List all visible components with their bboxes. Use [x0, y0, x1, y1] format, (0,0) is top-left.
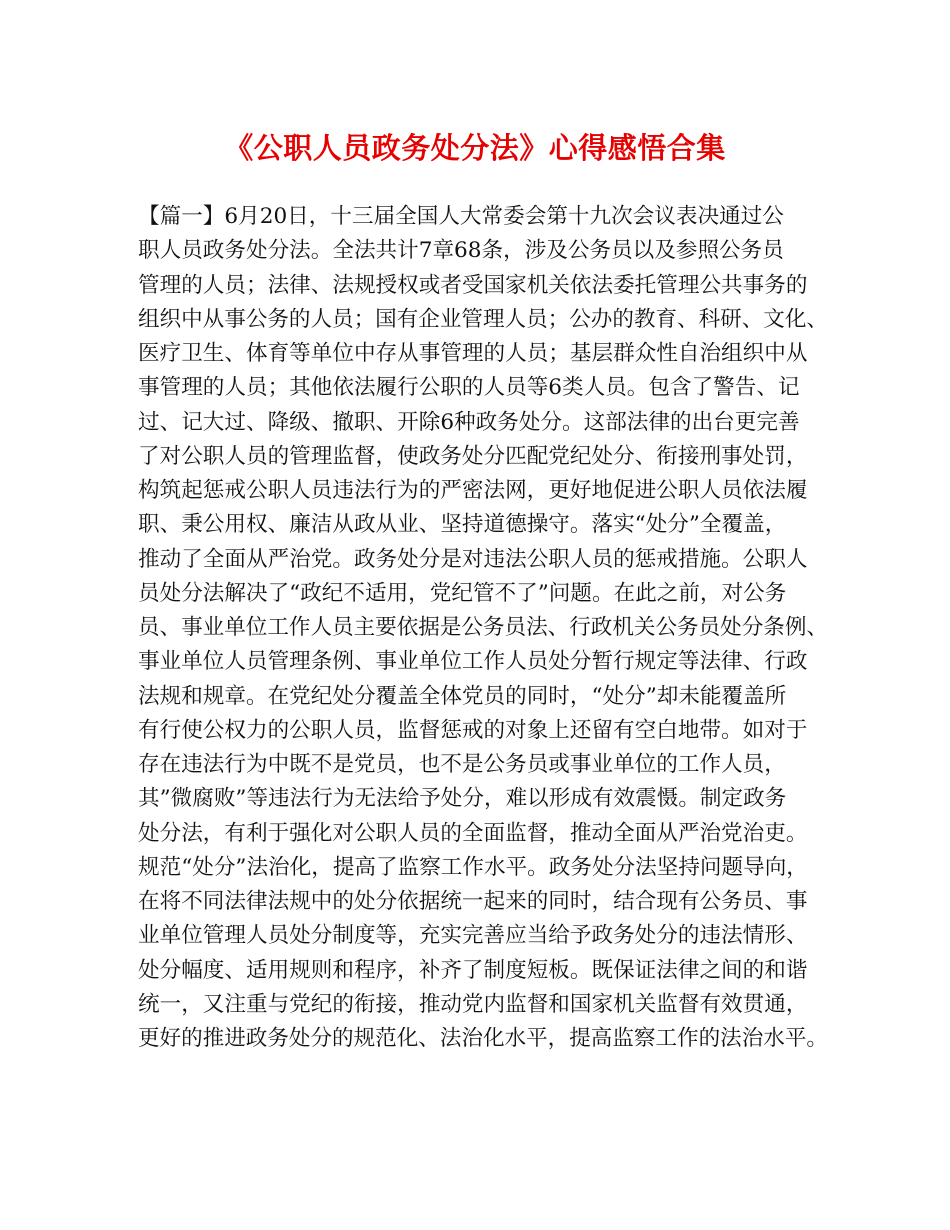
paragraph-line: 事业单位人员管理条例、事业单位工作人员处分暂行规定等法律、行政 — [138, 649, 808, 675]
paragraph-line: 了对公职人员的管理监督，使政务处分匹配党纪处分、衔接刑事处罚， — [138, 443, 808, 469]
paragraph-line: 构筑起惩戒公职人员违法行为的严密法网，更好地促进公职人员依法履 — [138, 478, 808, 503]
paragraph-line: 更好的推进政务处分的规范化、法治化水平，提高监察工作的法治水平。 — [138, 1026, 828, 1051]
paragraph-line: 医疗卫生、体育等单位中存从事管理的人员；基层群众性自治组织中从 — [138, 341, 808, 366]
paragraph-line: 职人员政务处分法。全法共计7章68条，涉及公务员以及参照公务员 — [138, 238, 784, 264]
paragraph-line: 统一，又注重与党纪的衔接，推动党内监督和国家机关监督有效贯通， — [138, 991, 808, 1017]
paragraph-line: 推动了全面从严治党。政务处分是对违法公职人员的惩戒措施。公职人 — [138, 546, 808, 572]
paragraph-line: 处分幅度、适用规则和程序，补齐了制度短板。既保证法律之间的和谐 — [138, 957, 808, 983]
document-title: 《公职人员政务处分法》心得感悟合集 — [224, 131, 726, 165]
paragraph-line: 存在违法行为中既不是党员，也不是公务员或事业单位的工作人员， — [138, 752, 786, 777]
paragraph-line: 其”微腐败”等违法行为无法给予处分，难以形成有效震慑。制定政务 — [138, 786, 787, 812]
paragraph-line: 员、事业单位工作人员主要依据是公务员法、行政机关公务员处分条例、 — [138, 615, 828, 640]
paragraph-line: 法规和规章。在党纪处分覆盖全体党员的同时，“处分”却未能覆盖所 — [138, 683, 787, 709]
article-paragraph — [138, 200, 828, 1056]
paragraph-line: 规范“处分”法治化，提高了监察工作水平。政务处分法坚持问题导向， — [138, 854, 808, 880]
paragraph-line: 【篇一】6月20日，十三届全国人大常委会第十九次会议表决通过公 — [138, 204, 784, 229]
paragraph-line: 在将不同法律法规中的处分依据统一起来的同时，结合现有公务员、事 — [138, 889, 808, 914]
paragraph-line: 员处分法解决了“政纪不适用，党纪管不了”问题。在此之前，对公务 — [138, 580, 787, 606]
paragraph-line: 组织中从事公务的人员；国有企业管理人员；公办的教育、科研、文化、 — [138, 306, 828, 332]
paragraph-line: 有行使公权力的公职人员，监督惩戒的对象上还留有空白地带。如对于 — [138, 717, 808, 743]
paragraph-line: 业单位管理人员处分制度等，充实完善应当给予政务处分的违法情形、 — [138, 923, 808, 949]
paragraph-line: 管理的人员；法律、法规授权或者受国家机关依法委托管理公共事务的 — [138, 272, 808, 298]
paragraph-line: 事管理的人员；其他依法履行公职的人员等6类人员。包含了警告、记 — [138, 375, 800, 401]
paragraph-line: 处分法，有利于强化对公职人员的全面监督，推动全面从严治党治吏。 — [138, 820, 808, 846]
paragraph-line: 过、记大过、降级、撤职、开除6种政务处分。这部法律的出台更完善 — [138, 409, 800, 435]
paragraph-line: 职、秉公用权、廉洁从政从业、坚持道德操守。落实“处分”全覆盖， — [138, 512, 787, 538]
